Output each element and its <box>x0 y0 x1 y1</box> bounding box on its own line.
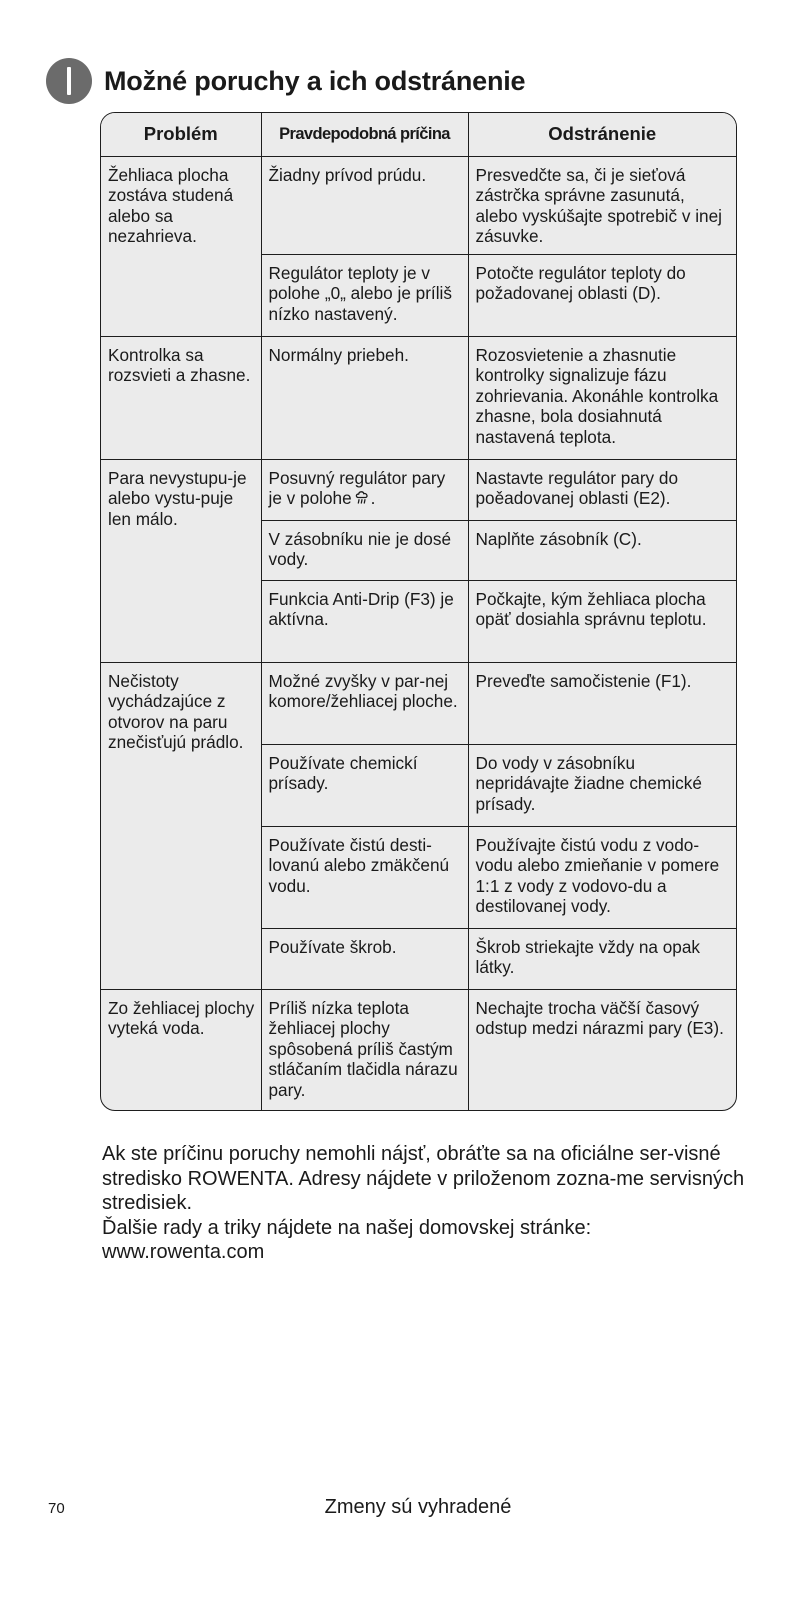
cause-cell: Používate čistú desti-lovanú alebo zmäkčenú vodu. <box>261 827 468 929</box>
problem-cell: Kontrolka sa rozsvieti a zhasne. <box>101 337 261 460</box>
badge-bar <box>67 67 71 95</box>
section-badge-icon <box>46 58 92 104</box>
cause-cell: Používate chemickí prísady. <box>261 745 468 827</box>
tips-paragraph: Ďalšie rady a triky nájdete na našej domovskej stránke: <box>102 1216 592 1239</box>
steam-cloud-icon <box>354 489 371 506</box>
table-row <box>101 460 736 521</box>
solution-cell: Do vody v zásobníku nepridávajte žiadne chemické prísady. <box>468 745 736 827</box>
table-row <box>101 157 736 255</box>
help-text <box>102 1142 752 1265</box>
problem-cell: Zo žehliacej plochy vyteká voda. <box>101 990 261 1111</box>
help-paragraph: Ak ste príčinu poruchy nemohli nájsť, obráťte sa na oficiálne ser-visné stredisko ROWENTA. Adresy nájdete v priloženom zozna-me servisných stredisiek. <box>102 1143 745 1215</box>
website-link[interactable]: www.rowenta.com <box>102 1241 265 1264</box>
solution-cell: Presvedčte sa, či je sieťová zástrčka správne zasunutá, alebo vyskúšajte spotrebič v inej zásuvke. <box>468 157 736 255</box>
cause-cell: Funkcia Anti-Drip (F3) je aktívna. <box>261 581 468 663</box>
table-row <box>101 990 736 1111</box>
solution-cell: Počkajte, kým žehliaca plocha opäť dosiahla správnu teplotu. <box>468 581 736 663</box>
problem-cell: Žehliaca plocha zostáva studená alebo sa nezahrieva. <box>101 157 261 337</box>
problem-cell: Para nevystupu-je alebo vystu-puje len málo. <box>101 460 261 663</box>
footer-note: Zmeny sú vyhradené <box>324 1496 512 1518</box>
header-cause: Pravdepodobná príčina <box>261 113 468 157</box>
solution-cell: Škrob striekajte vždy na opak látky. <box>468 929 736 990</box>
cause-cell: Regulátor teploty je v polohe „0„ alebo je príliš nízko nastavený. <box>261 255 468 337</box>
solution-cell: Nastavte regulátor pary do poěadovanej oblasti (E2). <box>468 460 736 521</box>
cause-cell: Možné zvyšky v par-nej komore/žehliacej ploche. <box>261 663 468 745</box>
header-problem: Problém <box>101 113 261 157</box>
solution-cell: Používajte čistú vodu z vodo-vodu alebo zmieňanie v pomere 1:1 z vody z vodovo-du a destilovanej vody. <box>468 827 736 929</box>
cause-cell: Používate škrob. <box>261 929 468 990</box>
cause-cell: Príliš nízka teplota žehliacej plochy spôsobená príliš častým stláčaním tlačidla nárazu pary. <box>261 990 468 1111</box>
cause-cell: Normálny priebeh. <box>261 337 468 460</box>
table-row <box>101 663 736 745</box>
solution-cell: Naplňte zásobník (C). <box>468 521 736 581</box>
solution-cell: Rozosvietenie a zhasnutie kontrolky signalizuje fázu zohrievania. Akonáhle kontrolka zhasne, bola dosiahnutá nastavená teplota. <box>468 337 736 460</box>
header-solution: Odstránenie <box>468 113 736 157</box>
table-header-row <box>101 113 736 157</box>
page-title: Možné poruchy a ich odstránenie <box>104 65 526 96</box>
cause-cell: V zásobníku nie je dosé vody. <box>261 521 468 581</box>
cause-cell: Žiadny prívod prúdu. <box>261 157 468 255</box>
section-header <box>46 57 525 105</box>
solution-cell: Preveďte samočistenie (F1). <box>468 663 736 745</box>
table-row <box>101 337 736 460</box>
troubleshooting-table <box>100 112 737 1111</box>
page-number: 70 <box>48 1500 65 1517</box>
solution-cell: Nechajte trocha väčší časový odstup medzi nárazmi pary (E3). <box>475 998 724 1039</box>
cause-text: Posuvný regulátor pary je v polohe <box>268 468 446 509</box>
cause-cell <box>261 460 468 521</box>
solution-cell: Potočte regulátor teploty do požadovanej oblasti (D). <box>468 255 736 337</box>
cause-text-suffix: . <box>370 488 376 509</box>
problem-cell: Nečistoty vychádzajúce z otvorov na paru znečisťujú prádlo. <box>101 663 261 990</box>
